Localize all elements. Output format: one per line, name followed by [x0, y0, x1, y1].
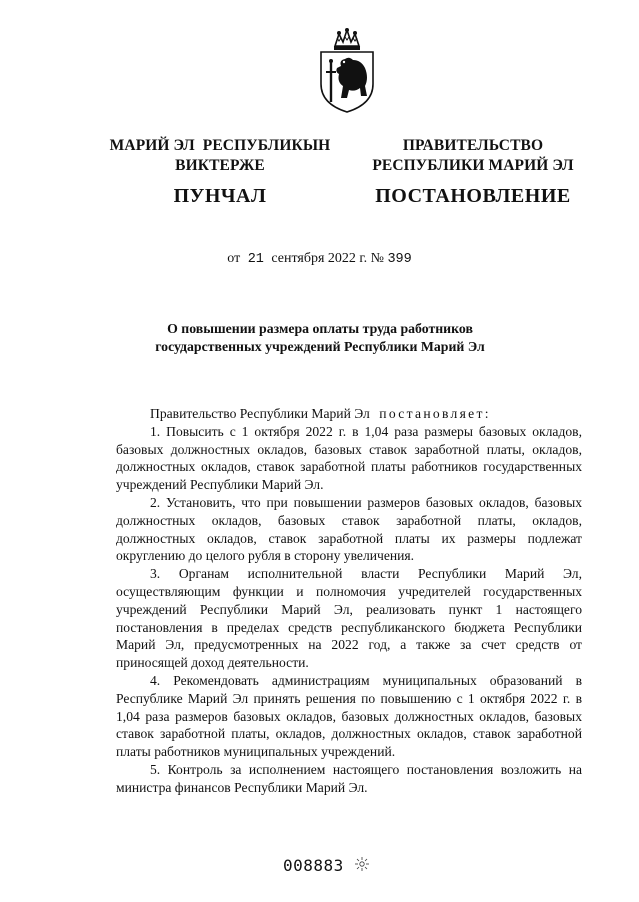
- date-line: [0, 251, 639, 267]
- header-right-line2: РЕСПУБЛИКИ МАРИЙ ЭЛ: [372, 157, 574, 174]
- header-left-doc-type: ПУНЧАЛ: [173, 185, 267, 207]
- date-prefix: от: [227, 251, 241, 266]
- header-left-line2: ВИКТЕРЖЕ: [175, 157, 265, 174]
- body-paragraph-5: 5. Контроль за исполнением настоящего постановления возложить на министра финансов Республики Марий Эл.: [116, 761, 582, 795]
- body-paragraph-4: 4. Рекомендовать администрациям муниципальных образований в Республике Марий Эл принять решения по повышению с 1 октября 2022 г. в 1,04 раза размеров базовых окладов, базовых должностных окладов, базовых ставок заработной платы, окладов, должностных окладов, ставок заработной платы работников муниципальных учреждений.: [116, 672, 582, 760]
- body-intro: [116, 405, 582, 423]
- header-right: [358, 136, 588, 208]
- header-left-line1: МАРИЙ ЭЛ РЕСПУБЛИКЫН: [109, 137, 331, 154]
- date-month-year: сентября 2022 г. №: [271, 251, 384, 266]
- header-right-line1: ПРАВИТЕЛЬСТВО: [402, 137, 544, 154]
- document-body: [116, 405, 582, 797]
- header-right-doc-type: ПОСТАНОВЛЕНИЕ: [375, 185, 571, 207]
- body-paragraph-3: 3. Органам исполнительной власти Республики Марий Эл, осуществляющим функции и полномочия учредителей государственных учреждений Республики Марий Эл, реализовать пункт 1 настоящего постановления в пределах средств республиканского бюджета Республики Марий Эл, предусмотренных на 2022 год, а также за счет средств от приносящей доход деятельности.: [116, 566, 582, 671]
- intro-text: Правительство Республики Марий Эл: [150, 406, 370, 421]
- document-number: 399: [387, 252, 412, 267]
- serial-number: 008883: [283, 856, 344, 875]
- body-paragraph-2: 2. Установить, что при повышении размеров базовых окладов, базовых должностных окладов, базовых ставок заработной платы, окладов, должностных окладов, ставок заработной платы их размеры подлежат округлению до целого рубля в сторону увеличения.: [116, 494, 582, 564]
- title-line1: О повышении размера оплаты труда работников: [167, 321, 473, 336]
- header-left: [100, 136, 340, 208]
- document-title: [120, 320, 520, 356]
- coat-of-arms-icon: [315, 28, 379, 114]
- intro-verb: постановляет:: [379, 406, 491, 421]
- date-day: 21: [247, 252, 264, 267]
- rosette-icon: [354, 856, 370, 872]
- body-paragraph-1: 1. Повысить с 1 октября 2022 г. в 1,04 раза размеры базовых окладов, базовых должностных окладов, базовых ставок заработной платы, окладов, должностных окладов, ставок заработной платы работников государственных учреждений Республики Марий Эл.: [116, 423, 582, 493]
- title-line2: государственных учреждений Республики Марий Эл: [155, 339, 485, 354]
